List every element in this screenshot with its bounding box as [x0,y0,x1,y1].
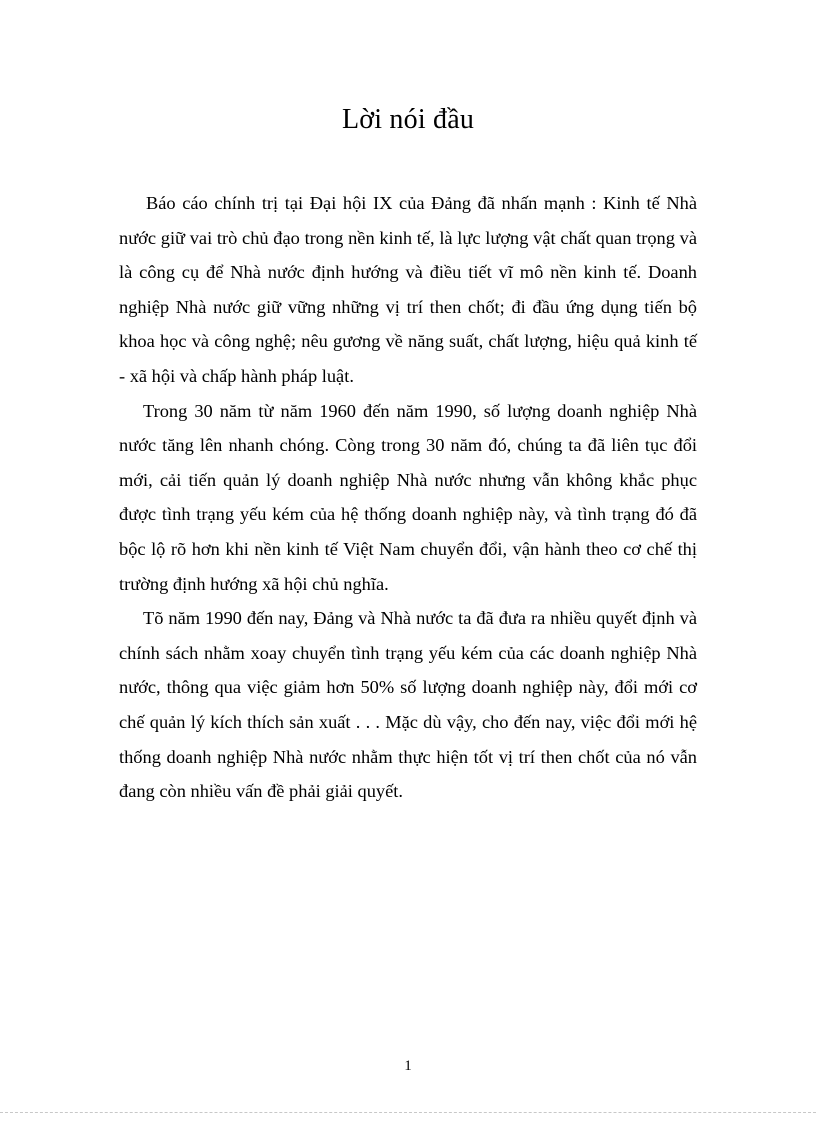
body-text [119,186,697,809]
paragraph-1: Báo cáo chính trị tại Đại hội IX của Đảng đã nhấn mạnh : Kinh tế Nhà nước giữ vai trò chủ đạo trong nền kinh tế, là lực lượng vật chất quan trọng và là công cụ để Nhà nước định hướng và điều tiết vĩ mô nền kinh tế. Doanh nghiệp Nhà nước giữ vững những vị trí then chốt; đi đầu ứng dụng tiến bộ khoa học và công nghệ; nêu gương về năng suất, chất lượng, hiệu quả kinh tế - xã hội và chấp hành pháp luật. [119,193,697,386]
paragraph-3: Tõ năm 1990 đến nay, Đảng và Nhà nước ta đã đưa ra nhiều quyết định và chính sách nhằm xoay chuyển tình trạng yếu kém của các doanh nghiệp Nhà nước, thông qua việc giảm hơn 50% số lượng doanh nghiệp này, đổi mới cơ chế quản lý kích thích sản xuất . . . Mặc dù vậy, cho đến nay, việc đổi mới hệ thống doanh nghiệp Nhà nước nhằm thực hiện tốt vị trí then chốt của nó vẫn đang còn nhiều vấn đề phải giải quyết. [119,608,697,802]
page-title: Lời nói đầu [341,104,475,135]
paragraph-2: Trong 30 năm từ năm 1960 đến năm 1990, số lượng doanh nghiệp Nhà nước tăng lên nhanh chóng. Còng trong 30 năm đó, chúng ta đã liên tục đổi mới, cải tiến quản lý doanh nghiệp Nhà nước nhưng vẫn không khắc phục được tình trạng yếu kém của hệ thống doanh nghiệp này, và tình trạng đó đã bộc lộ rõ hơn khi nền kinh tế Việt Nam chuyển đổi, vận hành theo cơ chế thị trường định hướng xã hội chủ nghĩa. [119,400,697,594]
page-bottom-rule [0,1112,816,1113]
page-number: 1 [404,1058,412,1074]
